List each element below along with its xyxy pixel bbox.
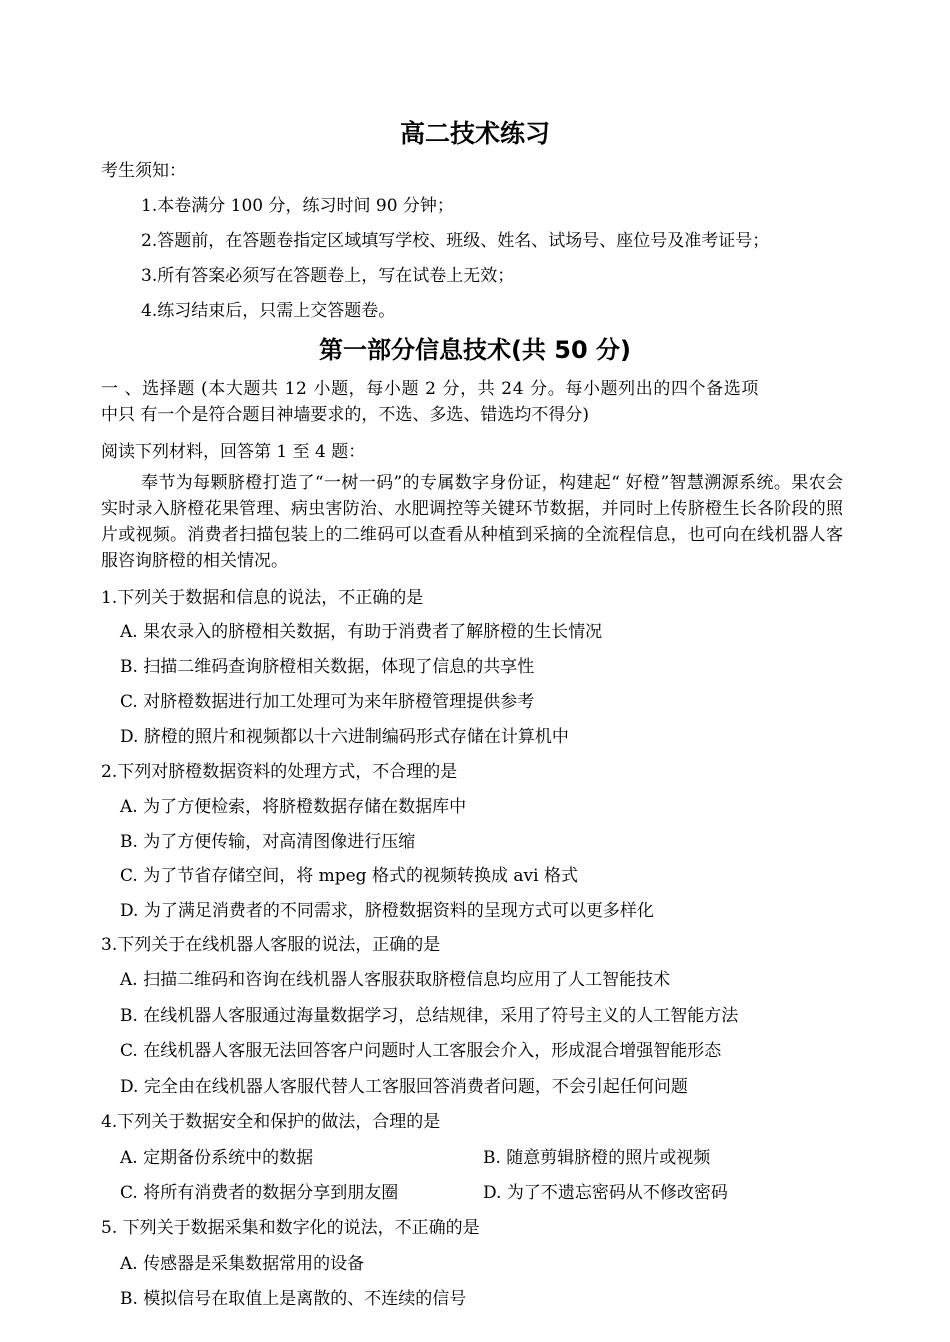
question-option: B. 为了方便传输，对高清图像进行压缩 xyxy=(120,832,416,852)
question-option: B. 扫描二维码查询脐橙相关数据，体现了信息的共享性 xyxy=(120,657,535,677)
question-option: A. 为了方便检索，将脐橙数据存储在数据库中 xyxy=(120,797,467,817)
question-option: A. 传感器是采集数据常用的设备 xyxy=(120,1254,365,1274)
question-option: C. 为了节省存储空间，将 mpeg 格式的视频转换成 avi 格式 xyxy=(120,866,578,886)
question-stem: 1.下列关于数据和信息的说法，不正确的是 xyxy=(101,588,424,608)
question-stem: 4.下列关于数据安全和保护的做法，合理的是 xyxy=(101,1112,441,1132)
question-option: A. 定期备份系统中的数据 xyxy=(120,1148,314,1168)
question-stem: 2.下列对脐橙数据资料的处理方式，不合理的是 xyxy=(101,762,458,782)
page-title: 高二技术练习 xyxy=(399,119,550,148)
question-option: D. 为了不遗忘密码从不修改密码 xyxy=(483,1183,728,1203)
notice-item: 3.所有答案必须写在答题卷上，写在试卷上无效； xyxy=(141,266,515,286)
question-option: D. 脐橙的照片和视频都以十六进制编码形式存储在计算机中 xyxy=(120,727,569,747)
question-option: C. 将所有消费者的数据分享到朋友圈 xyxy=(120,1183,399,1203)
choice-intro-line: 中只 有一个是符合题目神墙要求的，不选、多选、错选均不得分) xyxy=(101,405,590,425)
question-stem: 5. 下列关于数据采集和数字化的说法，不正确的是 xyxy=(101,1218,480,1238)
question-stem: 3.下列关于在线机器人客服的说法，正确的是 xyxy=(101,935,441,955)
choice-intro-line: 一 、选择题 (本大题共 12 小题，每小题 2 分，共 24 分。每小题列出的四个备选项 xyxy=(101,379,759,399)
section-title: 第一部分信息技术(共 50 分) xyxy=(318,336,632,364)
read-instruction: 阅读下列材料，回答第 1 至 4 题： xyxy=(101,442,366,462)
question-option: D. 完全由在线机器人客服代替人工客服回答消费者问题，不会引起任何问题 xyxy=(120,1077,688,1097)
question-option: C. 在线机器人客服无法回答客户问题时人工客服会介入，形成混合增强智能形态 xyxy=(120,1041,722,1061)
question-option: A. 果农录入的脐橙相关数据，有助于消费者了解脐橙的生长情况 xyxy=(120,622,603,642)
question-option: D. 为了满足消费者的不同需求，脐橙数据资料的呈现方式可以更多样化 xyxy=(120,901,654,921)
question-option: B. 随意剪辑脐橙的照片或视频 xyxy=(483,1148,711,1168)
question-option: A. 扫描二维码和咨询在线机器人客服获取脐橙信息均应用了人工智能技术 xyxy=(120,970,671,990)
notice-heading: 考生须知： xyxy=(101,161,186,181)
notice-item: 4.练习结束后，只需上交答题卷。 xyxy=(141,301,396,321)
material-paragraph: 奉节为每颗脐橙打造了“一树一码”的专属数字身份证，构建起“ 好橙”智慧溯源系统。果农会实时录入脐橙花果管理、病虫害防治、水肥调控等关键环节数据，并同时上传脐橙生长各阶段的照片或视频。消费者扫描包装上的二维码可以查看从种植到采摘的全流程信息，也可向在线机器人客服咨询脐橙的相关情况。 xyxy=(101,473,843,571)
question-option: C. 对脐橙数据进行加工处理可为来年脐橙管理提供参考 xyxy=(120,692,535,712)
notice-item: 2.答题前，在答题卷指定区域填写学校、班级、姓名、试场号、座位号及准考证号； xyxy=(141,231,770,251)
question-option: B. 模拟信号在取值上是离散的、不连续的信号 xyxy=(120,1289,467,1309)
question-option: B. 在线机器人客服通过海量数据学习，总结规律，采用了符号主义的人工智能方法 xyxy=(120,1006,739,1026)
notice-item: 1.本卷满分 100 分，练习时间 90 分钟； xyxy=(141,196,454,216)
